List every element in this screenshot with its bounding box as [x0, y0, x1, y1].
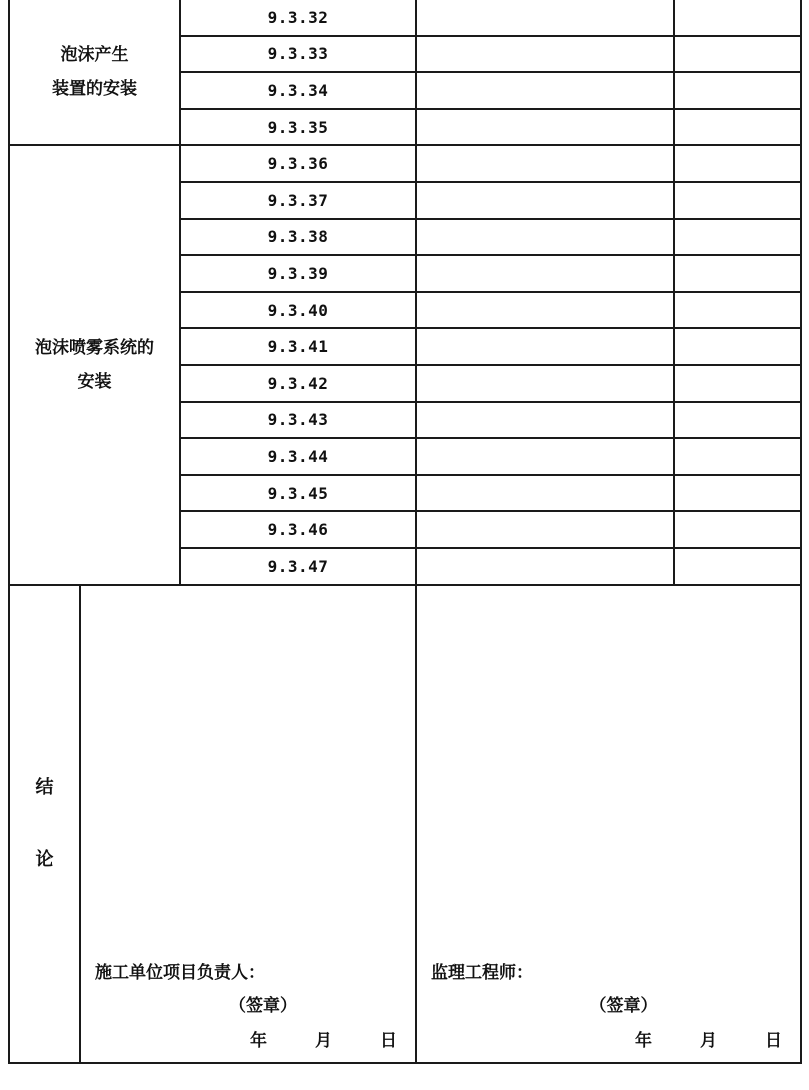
remarks-cell[interactable]: [674, 365, 801, 402]
remarks-cell[interactable]: [674, 328, 801, 365]
inspection-result-cell[interactable]: [416, 0, 674, 36]
clause-number: 9.3.42: [180, 365, 416, 402]
day-label: 日: [380, 1030, 397, 1051]
inspection-result-cell[interactable]: [416, 475, 674, 512]
construction-date: [250, 1026, 397, 1051]
inspection-result-cell[interactable]: [416, 36, 674, 73]
month-label: 月: [315, 1030, 332, 1051]
clause-number: 9.3.33: [180, 36, 416, 73]
acceptance-record-table: [8, 0, 802, 1064]
day-label: 日: [765, 1030, 782, 1051]
inspection-result-cell[interactable]: [416, 255, 674, 292]
clause-number: 9.3.35: [180, 109, 416, 146]
clause-number: 9.3.40: [180, 292, 416, 329]
remarks-cell[interactable]: [674, 438, 801, 475]
remarks-cell[interactable]: [674, 36, 801, 73]
conclusion-char: 论: [35, 848, 54, 870]
inspection-result-cell[interactable]: [416, 365, 674, 402]
section-label-line: 泡沫产生: [60, 45, 129, 66]
year-label: 年: [250, 1030, 267, 1051]
construction-seal-label: （签章）: [229, 995, 297, 1016]
remarks-cell[interactable]: [674, 109, 801, 146]
inspection-result-cell[interactable]: [416, 328, 674, 365]
clause-number: 9.3.41: [180, 328, 416, 365]
supervisor-signature-cell: [416, 585, 801, 1063]
remarks-cell[interactable]: [674, 511, 801, 548]
inspection-result-cell[interactable]: [416, 145, 674, 182]
construction-signature-cell: [80, 585, 416, 1063]
remarks-cell[interactable]: [674, 475, 801, 512]
remarks-cell[interactable]: [674, 255, 801, 292]
inspection-rows: [9, 0, 801, 585]
remarks-cell[interactable]: [674, 145, 801, 182]
remarks-cell[interactable]: [674, 72, 801, 109]
remarks-cell[interactable]: [674, 548, 801, 585]
inspection-result-cell[interactable]: [416, 182, 674, 219]
construction-signer-label: 施工单位项目负责人：: [95, 962, 265, 983]
supervisor-signer-label: 监理工程师：: [431, 962, 533, 983]
section-label: [9, 0, 180, 145]
clause-number: 9.3.45: [180, 475, 416, 512]
table-row: [9, 145, 801, 182]
clause-number: 9.3.44: [180, 438, 416, 475]
remarks-cell[interactable]: [674, 219, 801, 256]
clause-number: 9.3.43: [180, 402, 416, 439]
conclusion-label: [9, 585, 80, 1063]
year-label: 年: [635, 1030, 652, 1051]
inspection-result-cell[interactable]: [416, 548, 674, 585]
month-label: 月: [700, 1030, 717, 1051]
inspection-result-cell[interactable]: [416, 402, 674, 439]
remarks-cell[interactable]: [674, 182, 801, 219]
remarks-cell[interactable]: [674, 402, 801, 439]
inspection-result-cell[interactable]: [416, 109, 674, 146]
section-label-line: 安装: [77, 371, 112, 392]
clause-number: 9.3.32: [180, 0, 416, 36]
clause-number: 9.3.39: [180, 255, 416, 292]
inspection-result-cell[interactable]: [416, 72, 674, 109]
conclusion-block: [9, 585, 801, 1063]
clause-number: 9.3.37: [180, 182, 416, 219]
inspection-result-cell[interactable]: [416, 511, 674, 548]
supervisor-seal-label: （签章）: [589, 995, 658, 1016]
conclusion-char: 结: [35, 776, 54, 798]
section-label-line: 泡沫喷雾系统的: [35, 337, 154, 358]
clause-number: 9.3.38: [180, 219, 416, 256]
clause-number: 9.3.47: [180, 548, 416, 585]
inspection-result-cell[interactable]: [416, 438, 674, 475]
section-label: [9, 145, 180, 584]
section-label-line: 装置的安装: [52, 79, 137, 100]
table-row: [9, 0, 801, 36]
remarks-cell[interactable]: [674, 0, 801, 36]
clause-number: 9.3.36: [180, 145, 416, 182]
inspection-result-cell[interactable]: [416, 292, 674, 329]
clause-number: 9.3.46: [180, 511, 416, 548]
remarks-cell[interactable]: [674, 292, 801, 329]
inspection-result-cell[interactable]: [416, 219, 674, 256]
clause-number: 9.3.34: [180, 72, 416, 109]
supervisor-date: [635, 1026, 782, 1051]
